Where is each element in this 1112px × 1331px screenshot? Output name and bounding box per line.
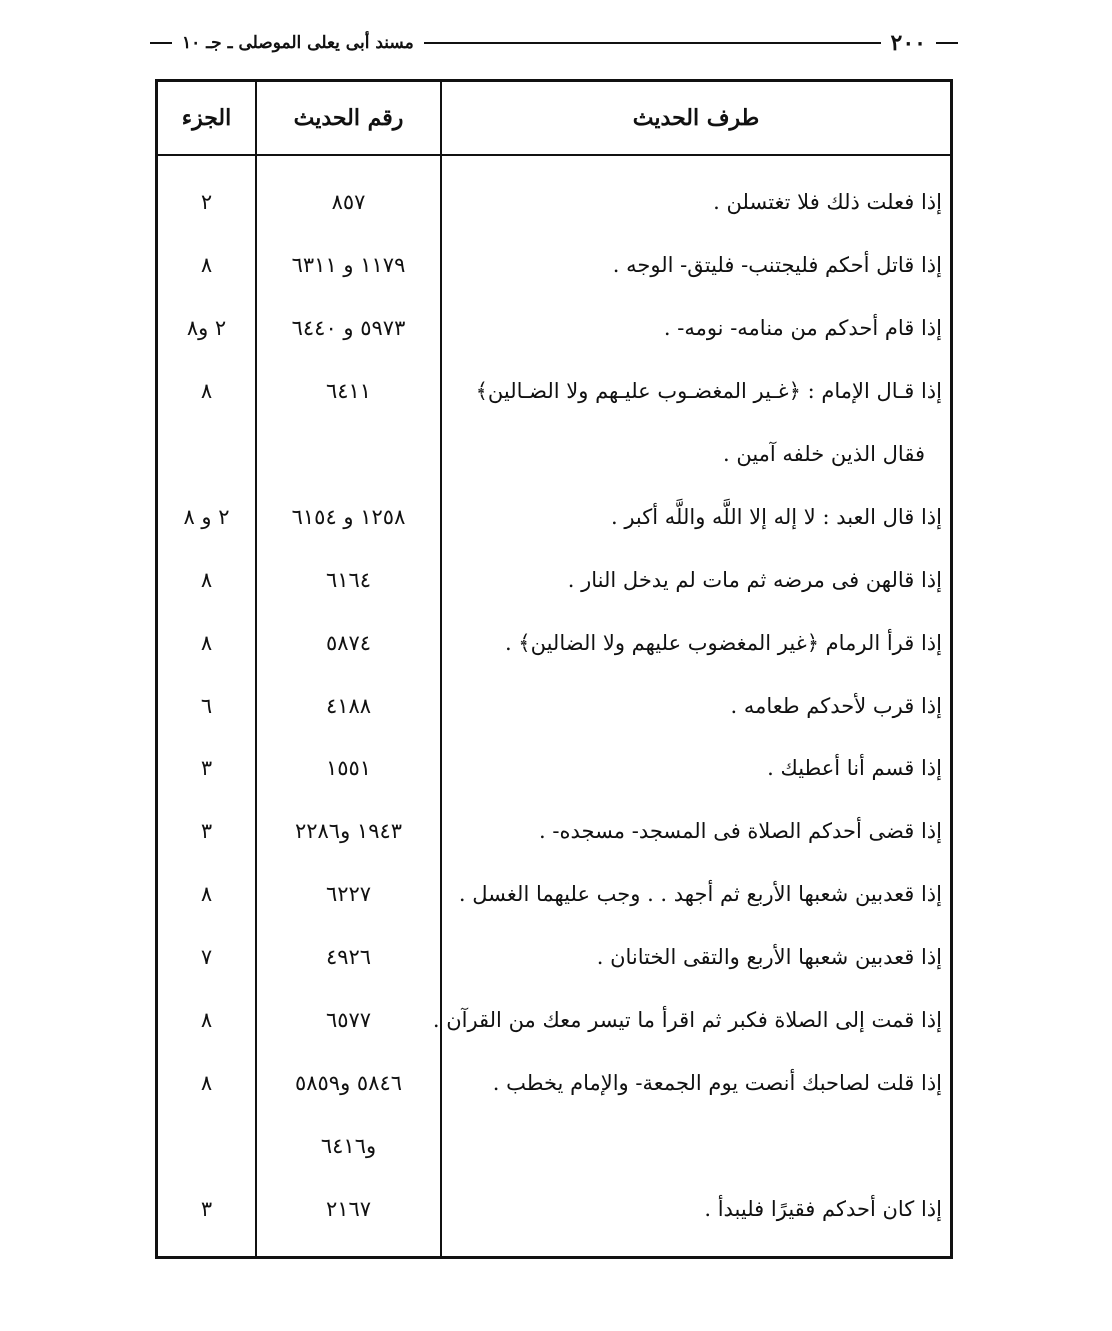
hadith-number-cell: ١٩٤٣ و٢٢٨٦ <box>294 819 403 844</box>
hadith-number-cell: ٥٨٧٤ <box>325 630 372 655</box>
header-rule <box>936 42 958 44</box>
juz-cell: ٢ <box>200 190 213 215</box>
hadith-number-cell: ١١٧٩ و ٦٣١١ <box>291 253 406 278</box>
juz-cell <box>158 423 255 486</box>
header-rule <box>150 42 172 44</box>
juz-cell: ٢ و٨ <box>186 316 227 341</box>
hadith-number-cell: ٤٩٢٦ <box>325 945 372 970</box>
hadith-text-cell <box>442 1114 950 1177</box>
hadith-text-cell: إذا قعدبين شعبها الأربع ثم أجهد . . وجب عليهما الغسل . <box>458 882 942 907</box>
hadith-number-cell: ٥٨٤٦ و٥٨٥٩ <box>294 1070 403 1095</box>
hadith-text-cell: فقال الذين خلفه آمين . <box>722 442 925 466</box>
juz-cell: ٢ و ٨ <box>183 504 230 529</box>
hadith-text-cell: إذا قسم أنا أعطيك . <box>767 756 942 781</box>
hadith-text-cell: إذا قال العبد : لا إله إلا اللَّه واللَّه أكبر . <box>610 504 942 529</box>
juz-cell <box>158 1114 255 1177</box>
hadith-number-cell <box>257 423 440 486</box>
table-row <box>158 800 950 863</box>
table-row <box>158 485 950 548</box>
juz-cell: ٣ <box>200 819 213 844</box>
juz-cell: ٣ <box>200 1196 213 1221</box>
hadith-number-cell: ٦٥٧٧ <box>325 1008 372 1033</box>
juz-cell: ٨ <box>200 253 213 278</box>
juz-cell: ٨ <box>200 882 213 907</box>
hadith-text-cell: إذا قرأ الرمام ﴿غير المغضوب عليهم ولا الضالين﴾ . <box>504 630 942 655</box>
column-header-text: طرف الحديث <box>632 105 760 131</box>
table-row <box>158 674 950 737</box>
book-title: مسند أبى يعلى الموصلى ـ جـ ١٠ <box>182 33 414 53</box>
running-header <box>150 28 958 58</box>
hadith-text-cell: إذا قعدبين شعبها الأربع والتقى الختانان . <box>596 945 942 970</box>
table-row <box>158 423 950 486</box>
table-header-row <box>158 82 950 156</box>
table-row <box>158 171 950 234</box>
table-row <box>158 234 950 297</box>
hadith-number-cell: و٦٤١٦ <box>320 1133 377 1158</box>
table-row <box>158 611 950 674</box>
juz-cell: ٨ <box>200 567 213 592</box>
hadith-number-cell: ٥٩٧٣ و ٦٤٤٠ <box>291 316 406 341</box>
page-number: ٢٠٠ <box>890 30 926 56</box>
table-row <box>158 297 950 360</box>
juz-cell: ٨ <box>200 630 213 655</box>
hadith-number-cell: ١٢٥٨ و ٦١٥٤ <box>291 504 406 529</box>
table-row <box>158 989 950 1052</box>
hadith-text-cell: إذا فعلت ذلك فلا تغتسلن . <box>713 190 942 215</box>
table-row <box>158 863 950 926</box>
hadith-text-cell: إذا قاتل أحكم فليجتنب- فليتق- الوجه . <box>612 253 942 278</box>
juz-cell: ٧ <box>200 945 213 970</box>
table-row <box>158 1051 950 1114</box>
hadith-text-cell: إذا قلت لصاحبك أنصت يوم الجمعة- والإمام يخطب . <box>492 1070 942 1095</box>
table-row <box>158 926 950 989</box>
juz-cell: ٨ <box>200 379 213 404</box>
juz-cell: ٦ <box>200 693 213 718</box>
hadith-number-cell: ٦٤١١ <box>325 379 372 404</box>
hadith-text-cell: إذا قالهن فى مرضه ثم مات لم يدخل النار . <box>567 567 942 592</box>
juz-cell: ٨ <box>200 1008 213 1033</box>
hadith-number-cell: ٤١٨٨ <box>325 693 372 718</box>
table-row <box>158 1114 950 1177</box>
column-header-juz: الجزء <box>181 105 232 131</box>
table-row <box>158 1177 950 1240</box>
hadith-number-cell: ٦١٦٤ <box>325 567 372 592</box>
hadith-number-cell: ١٥٥١ <box>325 756 372 781</box>
hadith-number-cell: ٦٢٢٧ <box>325 882 372 907</box>
hadith-text-cell: إذا كان أحدكم فقيرًا فليبدأ . <box>704 1196 942 1221</box>
table-row <box>158 548 950 611</box>
hadith-text-cell: إذا قضى أحدكم الصلاة فى المسجد- مسجده- . <box>539 819 942 844</box>
hadith-number-cell: ٢١٦٧ <box>325 1196 372 1221</box>
hadith-number-cell: ٨٥٧ <box>331 190 366 215</box>
column-header-number: رقم الحديث <box>293 105 404 131</box>
hadith-text-cell: إذا قـال الإمام : ﴿غـير المغضـوب عليـهم ولا الضـالين﴾ <box>475 379 942 404</box>
hadith-text-cell: إذا قام أحدكم من منامه- نومه- . <box>663 316 942 341</box>
hadith-index-table <box>155 79 953 1259</box>
hadith-text-cell: إذا قمت إلى الصلاة فكبر ثم اقرأ ما تيسر معك من القرآن . <box>432 1008 942 1033</box>
table-body <box>158 171 950 1240</box>
header-rule <box>424 42 881 44</box>
juz-cell: ٨ <box>200 1070 213 1095</box>
hadith-text-cell: إذا قرب لأحدكم طعامه . <box>730 693 942 718</box>
table-row <box>158 360 950 423</box>
table-row <box>158 737 950 800</box>
juz-cell: ٣ <box>200 756 213 781</box>
